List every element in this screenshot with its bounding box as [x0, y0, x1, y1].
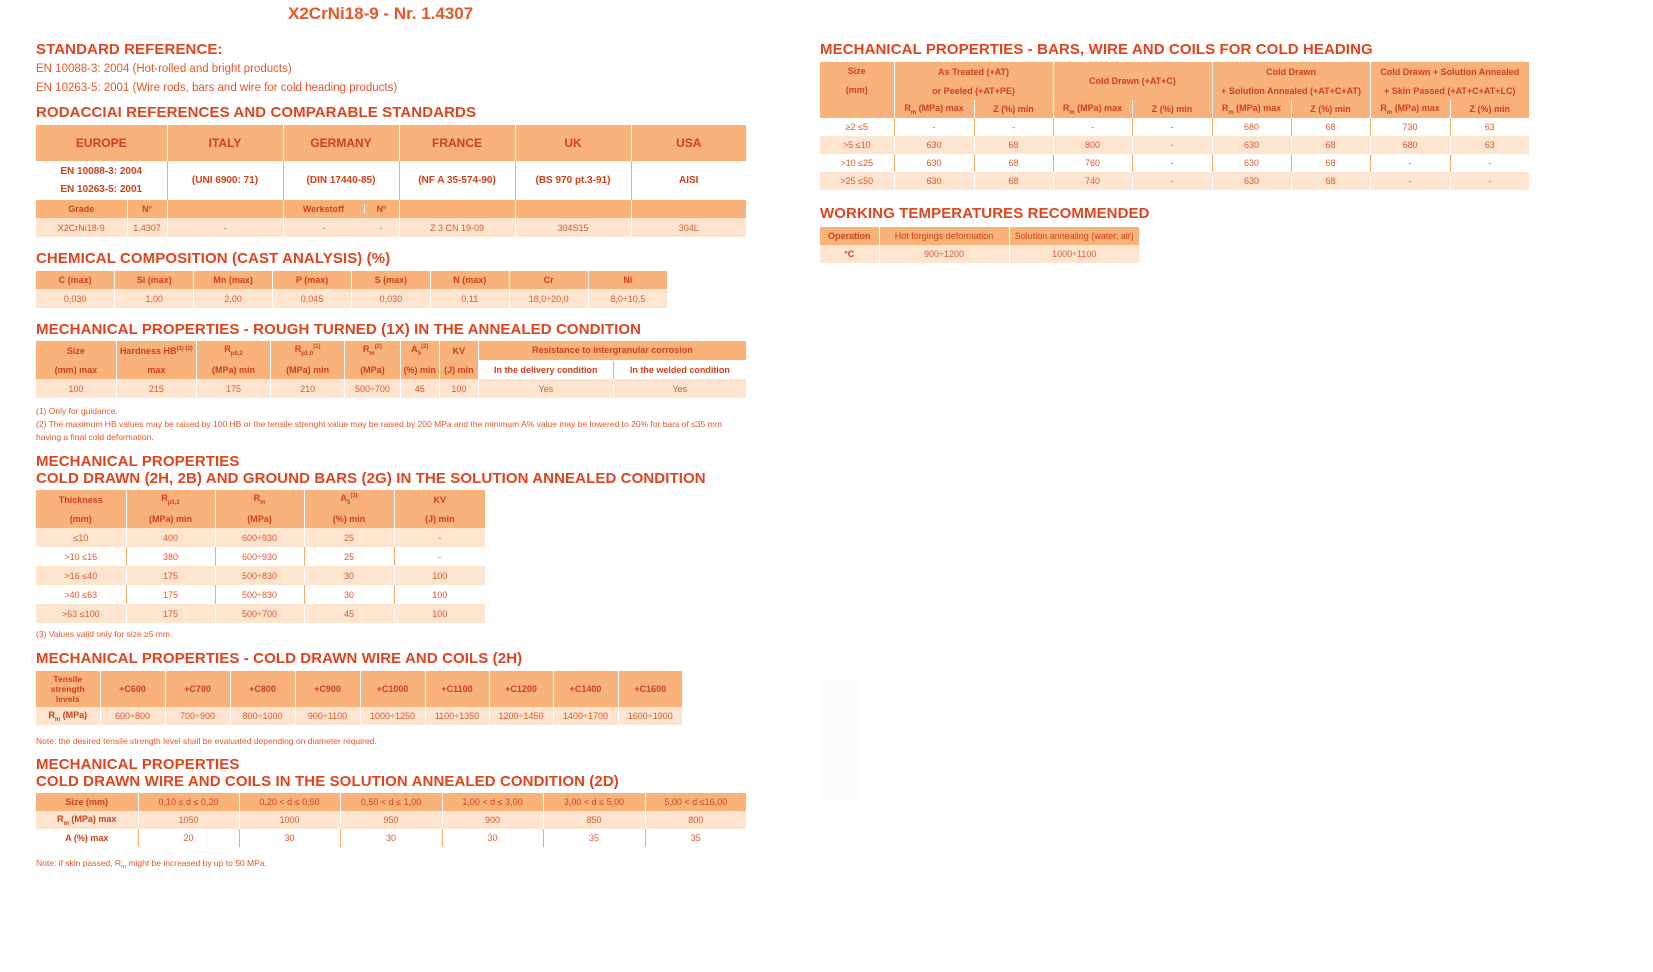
- tensile-level-header: +C1100: [425, 671, 489, 707]
- table-cell: >10 ≤16: [36, 547, 126, 566]
- table-cell: >10 ≤25: [820, 154, 894, 172]
- table-row: [36, 566, 485, 585]
- a5-header: $A_5^{(2)}$: [400, 341, 439, 360]
- table-cell: 730: [1370, 118, 1450, 136]
- kv-header: KV: [439, 341, 478, 360]
- table-cell: 63: [1450, 136, 1529, 154]
- table-cell: 500÷700: [215, 604, 304, 623]
- table-cell: 500÷700: [345, 379, 401, 398]
- region-europe: EUROPE: [36, 125, 167, 161]
- celsius-label: °C: [820, 245, 879, 263]
- table-cell: 100: [439, 379, 478, 398]
- element-header: Ni: [588, 271, 667, 289]
- rm-header: $R_m^{(2)}$: [345, 341, 401, 360]
- a-value: 20: [138, 829, 239, 847]
- size-range-header: 1,00 < d ≤ 3,00: [442, 793, 543, 811]
- table-cell: 380: [126, 547, 215, 566]
- region-usa: USA: [631, 125, 746, 161]
- tensile-level-header: +C1000: [360, 671, 425, 707]
- standard-reference-line-2: EN 10263-5: 2001 (Wire rods, bars and wire for cold heading products): [36, 82, 398, 94]
- table-cell: -: [1132, 154, 1212, 172]
- uk-value: 304S15: [515, 218, 631, 237]
- table-cell: 45: [304, 604, 394, 623]
- europe-standards: [36, 161, 167, 200]
- size-range-header: 0,20 < d ≤ 0,50: [239, 793, 340, 811]
- region-uk: UK: [515, 125, 631, 161]
- element-header: N (max): [430, 271, 509, 289]
- table-row: [36, 547, 485, 566]
- empty-header-cell: [399, 200, 515, 218]
- table-cell: -: [1450, 154, 1529, 172]
- element-value: 1,00: [115, 289, 194, 308]
- table-row: [820, 172, 1529, 190]
- a-value: 35: [645, 829, 746, 847]
- background-smudge: [820, 680, 860, 800]
- a-value: 30: [340, 829, 442, 847]
- werkstoff-number-label: N°: [376, 204, 387, 214]
- element-value: 0,11: [430, 289, 509, 308]
- solution-annealing-header: Solution annealing (water, air): [1009, 227, 1139, 245]
- rm-max-header: $R_m$ (MPa) max: [1212, 100, 1291, 118]
- element-value: 18,0÷20,0: [509, 289, 588, 308]
- table-cell: 100: [394, 604, 485, 623]
- table-cell: -: [894, 118, 974, 136]
- table-cell: 760: [1053, 154, 1132, 172]
- skin-passed-header: + Skin Passed (+AT+C+AT+LC): [1370, 81, 1529, 100]
- table-cell: 630: [894, 136, 974, 154]
- tensile-level-header: +C1600: [618, 671, 682, 707]
- cold-drawn-bars-note: (3) Values valid only for size ≥5 mm.: [36, 629, 173, 639]
- tensile-level-header: +C1200: [489, 671, 553, 707]
- germany-subheader: [283, 200, 399, 218]
- rp10-header: $R_{p1,0}^{(1)}$: [271, 341, 345, 360]
- rodacciai-heading: RODACCIAI REFERENCES AND COMPARABLE STANDARDS: [36, 104, 477, 121]
- empty-header-cell: [631, 200, 746, 218]
- rm-unit: (MPa): [345, 360, 401, 379]
- element-value: 0,030: [352, 289, 431, 308]
- rough-turned-table: [36, 341, 746, 398]
- wire-2d-heading: [36, 756, 619, 790]
- table-cell: 100: [394, 566, 485, 585]
- empty-header-cell: [820, 100, 894, 118]
- table-cell: 500÷830: [215, 585, 304, 604]
- solution-annealed-header: + Solution Annealed (+AT+C+AT): [1212, 81, 1370, 100]
- table-cell: -: [1450, 172, 1529, 190]
- number-label: N°: [127, 200, 167, 218]
- table-cell: 68: [1291, 136, 1370, 154]
- size-range-header: 0,10 ≤ d ≤ 0,20: [138, 793, 239, 811]
- size-range-header: 5,00 < d ≤16,00: [645, 793, 746, 811]
- cold-drawn-skin-passed-header: Cold Drawn + Solution Annealed: [1370, 62, 1529, 81]
- table-row: [820, 136, 1529, 154]
- region-italy: ITALY: [167, 125, 283, 161]
- table-cell: 30: [304, 566, 394, 585]
- table-cell: -: [1370, 172, 1450, 190]
- table-cell: 680: [1212, 118, 1291, 136]
- wire-2d-note: Note: if skin passed, $R_m$ might be increased by up to 50 MPa.: [36, 858, 267, 871]
- table-cell: 30: [304, 585, 394, 604]
- table-row: [820, 118, 1529, 136]
- delivery-condition-header: In the delivery condition: [478, 360, 613, 379]
- region-france: FRANCE: [399, 125, 515, 161]
- z-min-header: Z (%) min: [1450, 100, 1529, 118]
- welded-condition-header: In the welded condition: [613, 360, 746, 379]
- tensile-level-value: 900÷1100: [295, 707, 360, 725]
- tensile-level-value: 1000÷1250: [360, 707, 425, 725]
- size-header-label: Size: [847, 66, 866, 76]
- europe-standard-1: EN 10088-3: 2004: [60, 165, 143, 177]
- region-germany: GERMANY: [283, 125, 399, 161]
- table-cell: >5 ≤10: [820, 136, 894, 154]
- wire-2d-heading-line-1: MECHANICAL PROPERTIES: [36, 756, 240, 773]
- table-cell: 680: [1370, 136, 1450, 154]
- rm-max-header: $R_m$ (MPa) max: [894, 100, 974, 118]
- germany-standard: (DIN 17440-85): [283, 161, 399, 200]
- chemical-composition-table: [36, 271, 667, 308]
- standard-reference-line-1: EN 10088-3: 2004 (Hot-rolled and bright products): [36, 63, 292, 75]
- table-cell: -: [974, 118, 1053, 136]
- thickness-unit: (mm): [36, 509, 126, 528]
- table-cell: 500÷830: [215, 566, 304, 585]
- italy-value: -: [167, 218, 283, 237]
- table-cell: >25 ≤50: [820, 172, 894, 190]
- z-min-header: Z (%) min: [1291, 100, 1370, 118]
- cold-drawn-bars-heading-line-2: COLD DRAWN (2H, 2B) AND GROUND BARS (2G) IN THE SOLUTION ANNEALED CONDITION: [36, 470, 706, 487]
- grade-label: Grade: [36, 200, 127, 218]
- wire-coils-2h-table: [36, 671, 682, 725]
- a-value: 30: [442, 829, 543, 847]
- table-cell: 600÷930: [215, 547, 304, 566]
- grade-value: X2CrNi18-9: [36, 218, 127, 237]
- rp02-header: $R_{p0,2}$: [126, 490, 215, 509]
- tensile-level-value: 600÷800: [100, 707, 165, 725]
- size-range-header: 0,50 < d ≤ 1,00: [340, 793, 442, 811]
- table-row: [36, 604, 485, 623]
- empty-header-cell: [167, 200, 283, 218]
- element-value: 0,045: [273, 289, 352, 308]
- table-cell: ≤10: [36, 528, 126, 547]
- table-cell: 630: [1212, 136, 1291, 154]
- rp02-unit: (MPa) min: [126, 509, 215, 528]
- as-treated-header: As Treated (+AT): [894, 62, 1053, 81]
- cold-drawn-bars-heading-line-1: MECHANICAL PROPERTIES: [36, 453, 240, 470]
- usa-standard: AISI: [631, 161, 746, 200]
- france-value: Z 3 CN 19-09: [399, 218, 515, 237]
- tensile-level-value: 1200÷1450: [489, 707, 553, 725]
- rm-value: 950: [340, 811, 442, 829]
- z-min-header: Z (%) min: [974, 100, 1053, 118]
- operation-header: Operation: [820, 227, 879, 245]
- tensile-level-header: +C700: [165, 671, 230, 707]
- size-header: Size (mm): [36, 793, 138, 811]
- table-cell: -: [394, 528, 485, 547]
- table-cell: -: [1132, 172, 1212, 190]
- table-cell: 68: [1291, 154, 1370, 172]
- table-cell: 175: [126, 604, 215, 623]
- note-2: (2) The maximum HB values may be raised by 100 HB or the tensile strenght value may be raised by 200 MPa and the minimum A% value may be lowered to 20% for bars of ≤35 mm: [36, 419, 722, 429]
- rm-value: 900: [442, 811, 543, 829]
- size-header-unit: (mm): [845, 85, 868, 95]
- tensile-strength-levels-header: Tensile strength levels: [36, 671, 100, 707]
- hardness-header: Hardness $HB^{(1) (2)}$: [116, 341, 196, 360]
- element-header: C (max): [36, 271, 115, 289]
- table-cell: 630: [894, 154, 974, 172]
- hot-forgings-value: 900÷1200: [879, 245, 1009, 263]
- table-cell: 215: [116, 379, 196, 398]
- table-cell: 400: [126, 528, 215, 547]
- tensile-level-value: 800÷1000: [230, 707, 295, 725]
- peeled-header: or Peeled (+AT+PE): [894, 81, 1053, 100]
- cold-drawn-annealed-header: Cold Drawn: [1212, 62, 1370, 81]
- table-cell: 175: [197, 379, 271, 398]
- rm-value: 850: [543, 811, 645, 829]
- table-cell: 45: [400, 379, 439, 398]
- rm-value: 800: [645, 811, 746, 829]
- usa-value: 304L: [631, 218, 746, 237]
- wire-2d-heading-line-2: COLD DRAWN WIRE AND COILS IN THE SOLUTION ANNEALED CONDITION (2D): [36, 773, 619, 790]
- table-cell: 25: [304, 547, 394, 566]
- working-temperatures-heading: WORKING TEMPERATURES RECOMMENDED: [820, 205, 1150, 222]
- rp02-unit: (MPa) min: [197, 360, 271, 379]
- a5-unit: (%) min: [304, 509, 394, 528]
- rm-row-label: $R_m$ (MPa): [36, 707, 100, 725]
- table-cell: >16 ≤40: [36, 566, 126, 585]
- table-cell: 800: [1053, 136, 1132, 154]
- table-cell: -: [1053, 118, 1132, 136]
- table-cell: 68: [974, 154, 1053, 172]
- element-value: 8,0÷10,5: [588, 289, 667, 308]
- rp02-header: $R_{p0,2}$: [197, 341, 271, 360]
- table-row: [36, 528, 485, 547]
- cold-heading-heading: MECHANICAL PROPERTIES - BARS, WIRE AND COILS FOR COLD HEADING: [820, 41, 1373, 58]
- table-cell: 100: [394, 585, 485, 604]
- cold-drawn-bars-heading: [36, 453, 706, 487]
- standard-reference-heading: STANDARD REFERENCE:: [36, 41, 223, 58]
- italy-standard: (UNI 6900: 71): [167, 161, 283, 200]
- table-row: [36, 585, 485, 604]
- table-cell: >40 ≤63: [36, 585, 126, 604]
- table-cell: ≥2 ≤5: [820, 118, 894, 136]
- uk-standard: (BS 970 pt.3-91): [515, 161, 631, 200]
- table-cell: 25: [304, 528, 394, 547]
- a-value: 30: [239, 829, 340, 847]
- table-cell: 175: [126, 585, 215, 604]
- werkstoff-value: -: [322, 222, 326, 233]
- standard-reference-section: [36, 41, 756, 98]
- table-cell: -: [394, 547, 485, 566]
- size-unit: (mm) max: [36, 360, 116, 379]
- kv-unit: (J) min: [394, 509, 485, 528]
- tensile-level-value: 1100÷1350: [425, 707, 489, 725]
- table-cell: -: [1370, 154, 1450, 172]
- chemical-composition-heading: CHEMICAL COMPOSITION (CAST ANALYSIS) (%): [36, 250, 391, 267]
- germany-value: [283, 218, 399, 237]
- cold-heading-table: [820, 62, 1529, 190]
- table-cell: -: [1132, 136, 1212, 154]
- rp10-unit: (MPa) min: [271, 360, 345, 379]
- hardness-unit: max: [116, 360, 196, 379]
- wire-2d-table: [36, 793, 746, 847]
- note-2-continued: having a final cold deformation.: [36, 432, 154, 442]
- cold-drawn-header: Cold Drawn (+AT+C): [1053, 62, 1212, 100]
- element-header: Cr: [509, 271, 588, 289]
- rough-turned-notes: [36, 405, 756, 444]
- size-header: [820, 62, 894, 100]
- wire-coils-2h-note: Note: the desired tensile strength level shall be evaluated depending on diameter required.: [36, 736, 377, 746]
- element-header: S (max): [352, 271, 431, 289]
- table-cell: 68: [974, 172, 1053, 190]
- table-cell: 68: [1291, 118, 1370, 136]
- size-header: Size: [36, 341, 116, 360]
- a5-header: $A_5^{(3)}$: [304, 490, 394, 509]
- tensile-level-value: 700÷900: [165, 707, 230, 725]
- rm-max-header: $R_m$ (MPa) max: [1370, 100, 1450, 118]
- number-value: 1.4307: [127, 218, 167, 237]
- table-cell: 210: [271, 379, 345, 398]
- element-value: 0,030: [36, 289, 115, 308]
- table-cell: 68: [1291, 172, 1370, 190]
- empty-header-cell: [515, 200, 631, 218]
- intergranular-corrosion-header: Resistance to intergranular corrosion: [478, 341, 746, 360]
- element-value: 2,00: [194, 289, 273, 308]
- element-header: P (max): [273, 271, 352, 289]
- werkstoff-label: Werkstoff: [284, 204, 365, 214]
- europe-standard-2: EN 10263-5: 2001: [60, 183, 143, 195]
- thickness-header: Thickness: [36, 490, 126, 509]
- working-temperatures-table: [820, 227, 1139, 263]
- note-1: (1) Only for guidance.: [36, 406, 118, 416]
- cold-drawn-bars-table: [36, 490, 485, 623]
- table-cell: 100: [36, 379, 116, 398]
- hot-forgings-header: Hot forgings deformation: [879, 227, 1009, 245]
- tensile-level-header: +C1400: [553, 671, 618, 707]
- comparable-standards-table: [36, 125, 746, 237]
- tensile-level-value: 1400÷1700: [553, 707, 618, 725]
- a-max-label: A (%) max: [36, 829, 138, 847]
- element-header: Si (max): [115, 271, 194, 289]
- france-standard: (NF A 35-574-90): [399, 161, 515, 200]
- rm-value: 1000: [239, 811, 340, 829]
- table-cell: 630: [1212, 172, 1291, 190]
- rm-max-label: $R_m$ (MPa) max: [36, 811, 138, 829]
- table-cell: -: [1132, 118, 1212, 136]
- size-range-header: 3,00 < d ≤ 5,00: [543, 793, 645, 811]
- tensile-level-header: +C600: [100, 671, 165, 707]
- rm-max-header: $R_m$ (MPa) max: [1053, 100, 1132, 118]
- solution-annealing-value: 1000÷1100: [1009, 245, 1139, 263]
- wire-coils-2h-heading: MECHANICAL PROPERTIES - COLD DRAWN WIRE AND COILS (2H): [36, 650, 523, 667]
- element-header: Mn (max): [194, 271, 273, 289]
- werkstoff-number-value: -: [379, 222, 383, 233]
- kv-unit: (J) min: [439, 360, 478, 379]
- a-value: 35: [543, 829, 645, 847]
- document-title: X2CrNi18-9 - Nr. 1.4307: [288, 4, 474, 23]
- tensile-level-header: +C800: [230, 671, 295, 707]
- rm-value: 1050: [138, 811, 239, 829]
- table-row: [820, 154, 1529, 172]
- rm-header: $R_m$: [215, 490, 304, 509]
- table-cell: 600÷930: [215, 528, 304, 547]
- table-cell: Yes: [478, 379, 613, 398]
- table-cell: 630: [1212, 154, 1291, 172]
- table-cell: >63 ≤100: [36, 604, 126, 623]
- table-cell: 740: [1053, 172, 1132, 190]
- table-cell: 68: [974, 136, 1053, 154]
- tensile-level-header: +C900: [295, 671, 360, 707]
- table-cell: 630: [894, 172, 974, 190]
- rough-turned-heading: MECHANICAL PROPERTIES - ROUGH TURNED (1X) IN THE ANNEALED CONDITION: [36, 321, 642, 338]
- z-min-header: Z (%) min: [1132, 100, 1212, 118]
- table-cell: 175: [126, 566, 215, 585]
- rm-unit: (MPa): [215, 509, 304, 528]
- tensile-level-value: 1600÷1900: [618, 707, 682, 725]
- table-cell: Yes: [613, 379, 746, 398]
- table-cell: 63: [1450, 118, 1529, 136]
- kv-header: KV: [394, 490, 485, 509]
- a5-unit: (%) min: [400, 360, 439, 379]
